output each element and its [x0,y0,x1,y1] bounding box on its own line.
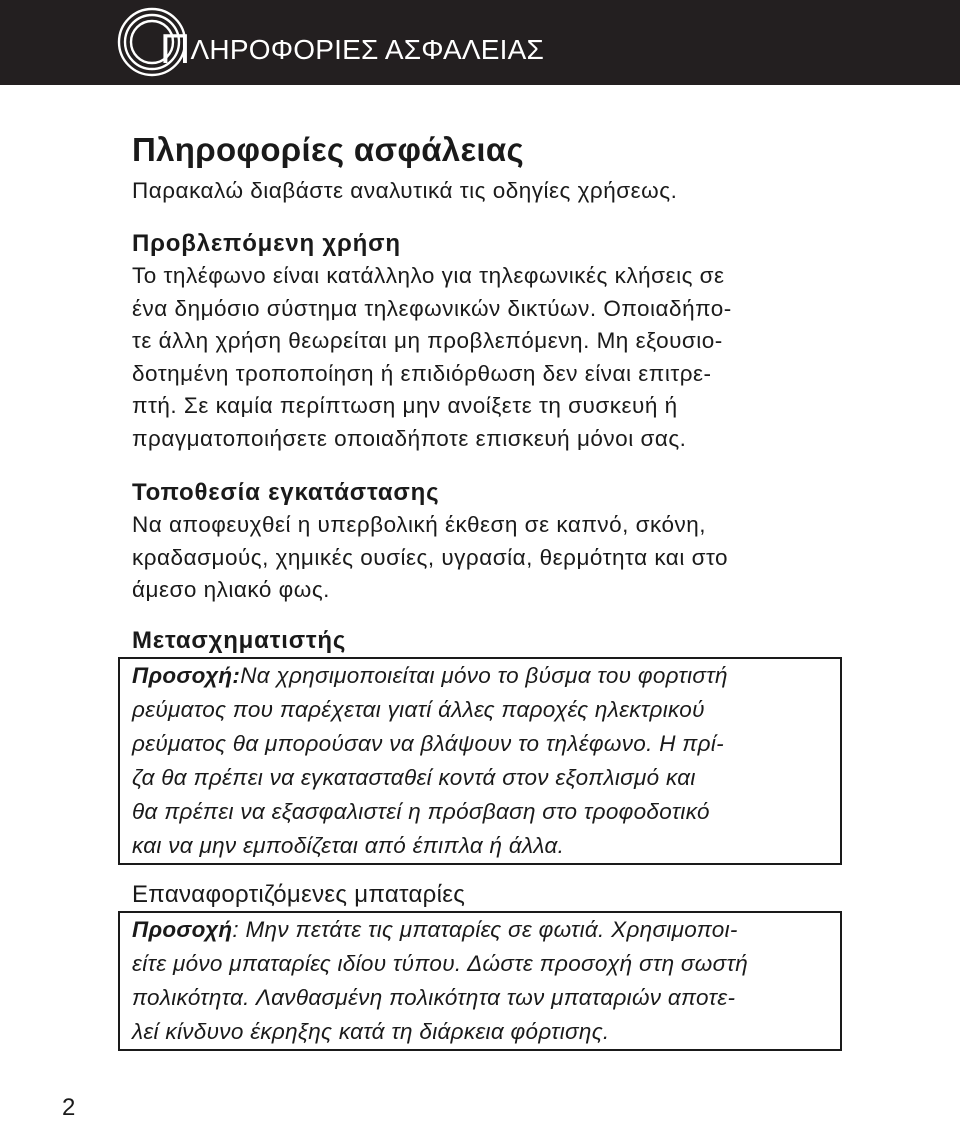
warning-line: είτε μόνο μπαταρίες ιδίου τύπου. Δώστε προσοχή στη σωστή [132,950,748,976]
warning-box [118,911,842,1051]
warning-line: θα πρέπει να εξασφαλιστεί η πρόσβαση στο τροφοδοτικό [132,798,710,824]
section-intended-use [132,228,852,455]
warning-line: λεί κίνδυνο έκρηξης κατά τη διάρκεια φόρτισης. [132,1018,610,1044]
warning-text: : Μην πετάτε τις μπαταρίες σε φωτιά. Χρησιμοποι- [232,916,738,942]
paragraph-line: δοτημένη τροποποίηση ή επιδιόρθωση δεν είναι επιτρε- [132,360,712,386]
paragraph-line: ένα δημόσιο σύστημα τηλεφωνικών δικτύων. Οποιαδήπο- [132,295,732,321]
section-rechargeable-batteries [132,879,852,1051]
paragraph-line: άμεσο ηλιακό φως. [132,577,330,602]
warning-line: ρεύματος που παρέχεται γιατί άλλες παροχές ηλεκτρικού [132,696,705,722]
section-heading: Μετασχηματιστής [132,626,347,654]
paragraph-line: Το τηλέφωνο είναι κατάλληλο για τηλεφωνικές κλήσεις σε [132,263,725,288]
section-heading: Προβλεπόμενη χρήση [132,230,401,257]
section-heading: Τοποθεσία εγκατάστασης [132,479,440,506]
paragraph-line: Να αποφευχθεί η υπερβολική έκθεση σε καπνό, σκόνη, [132,512,707,537]
section-heading: Επαναφορτιζόμενες μπαταρίες [132,880,466,908]
page-number: 2 [62,1094,76,1121]
warning-lead: Προσοχή [132,916,233,942]
paragraph-line: τε άλλη χρήση θεωρείται μη προβλεπόμενη. Μη εξουσιο- [132,328,723,353]
section-installation-location [132,477,852,607]
warning-line [132,659,830,693]
intro-text: Παρακαλώ διαβάστε αναλυτικά τις οδηγίες χρήσεως. [132,178,678,203]
header-title-initial: Π [160,25,191,72]
warning-line: ρεύματος θα μπορούσαν να βλάψουν το τηλέφωνο. Η πρί- [132,730,724,756]
paragraph-line: πτή. Σε καμία περίπτωση μην ανοίξετε τη συσκευή ή [132,393,678,418]
section-transformer [132,625,852,865]
warning-line [132,913,830,947]
header-bar [0,0,960,85]
warning-line: και να μην εμποδίζεται από έπιπλα ή άλλα. [132,832,565,858]
warning-box [118,657,842,865]
paragraph-line: κραδασμούς, χημικές ουσίες, υγρασία, θερμότητα και στο [132,544,729,570]
page-title: Πληροφορίες ασφάλειας [132,131,524,168]
warning-line: πολικότητα. Λανθασμένη πολικότητα των μπαταριών αποτε- [132,984,736,1010]
document-body [132,128,852,1051]
warning-text: Να χρησιμοποιείται μόνο το βύσμα του φορτιστή [240,662,728,688]
header-title-rest: ΛΗΡΟΦΟΡΙΕΣ ΑΣΦΑΛΕΙΑΣ [190,34,545,65]
header-title [160,25,545,72]
paragraph-line: πραγματοποιήσετε οποιαδήποτε επισκευή μόνοι σας. [132,425,687,451]
warning-line: ζα θα πρέπει να εγκατασταθεί κοντά στον εξοπλισμό και [132,764,696,790]
warning-lead: Προσοχή: [132,662,241,688]
